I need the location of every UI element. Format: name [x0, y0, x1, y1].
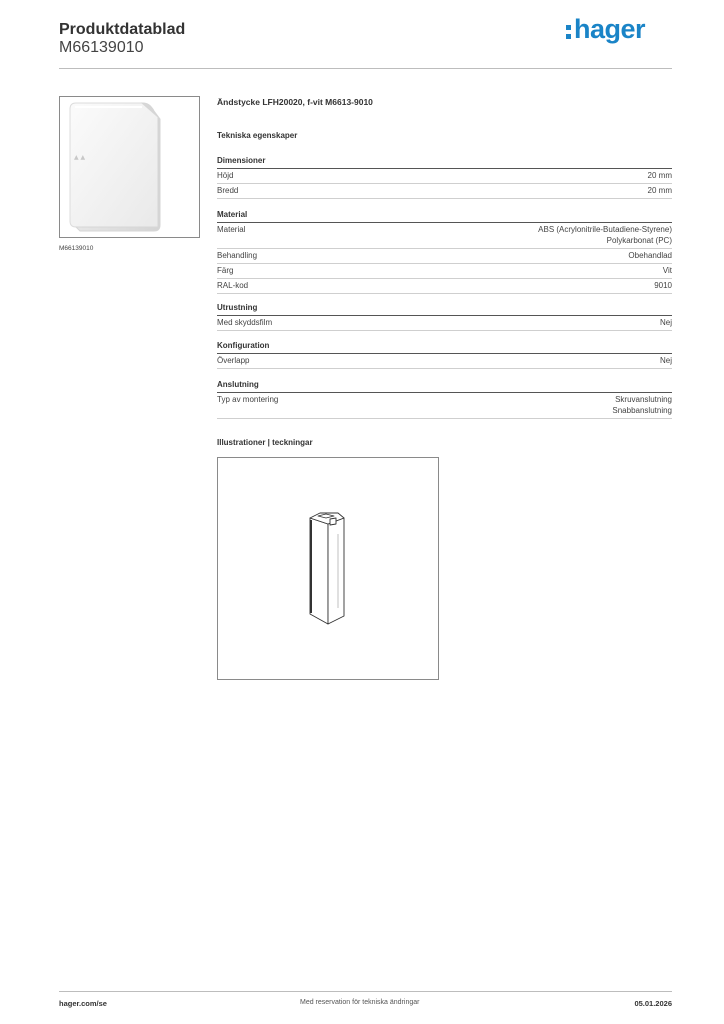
group-heading: Anslutning — [217, 380, 672, 393]
page-title: Produktdatablad — [59, 21, 186, 38]
technical-drawing-image — [218, 458, 438, 679]
illustrations-heading: Illustrationer | teckningar — [217, 438, 313, 447]
spec-value: Obehandlad — [628, 251, 672, 260]
group-configuration — [217, 341, 672, 369]
footer-divider — [59, 991, 672, 992]
spec-value: 20 mm — [647, 171, 672, 180]
spec-row — [217, 169, 672, 184]
product-photo-image — [60, 97, 199, 237]
brand-logo[interactable] — [566, 14, 645, 45]
group-connection — [217, 380, 672, 419]
spec-value: ABS (Acrylonitrile-Butadiene-Styrene) Polykarbonat (PC) — [538, 225, 672, 245]
spec-row — [217, 279, 672, 294]
group-heading: Material — [217, 210, 672, 223]
logo-text: hager — [574, 14, 646, 44]
spec-value: 9010 — [654, 281, 672, 290]
spec-label: Behandling — [217, 251, 258, 260]
spec-row — [217, 249, 672, 264]
spec-label: Höjd — [217, 171, 234, 180]
spec-label: Överlapp — [217, 356, 250, 365]
footer-website-link[interactable]: hager.com/se — [59, 999, 107, 1008]
spec-value: Skruvanslutning Snabbanslutning — [612, 395, 672, 415]
spec-label: Färg — [217, 266, 234, 275]
product-code: M66139010 — [59, 39, 144, 56]
spec-value: Nej — [659, 356, 672, 365]
group-heading: Utrustning — [217, 303, 672, 316]
photo-caption: M66139010 — [59, 245, 94, 252]
logo-dots-icon — [566, 25, 571, 39]
product-photo — [59, 96, 200, 238]
technical-drawing — [217, 457, 439, 680]
footer-disclaimer: Med reservation för tekniska ändringar — [300, 999, 420, 1006]
spec-label: Typ av montering — [217, 395, 279, 404]
product-title: Ändstycke LFH20020, f-vit M6613-9010 — [217, 97, 373, 107]
group-material — [217, 210, 672, 294]
technical-properties-heading: Tekniska egenskaper — [217, 131, 298, 140]
svg-text:▲ ▲: ▲ ▲ — [74, 154, 86, 161]
spec-row — [217, 316, 672, 331]
spec-label: Material — [217, 225, 246, 234]
spec-label: Bredd — [217, 186, 239, 195]
group-equipment — [217, 303, 672, 331]
spec-row — [217, 184, 672, 199]
spec-row — [217, 393, 672, 419]
spec-value: Nej — [659, 318, 672, 327]
group-heading: Dimensioner — [217, 156, 672, 169]
footer-date: 05.01.2026 — [634, 999, 672, 1008]
spec-value: Vit — [662, 266, 672, 275]
spec-value: 20 mm — [647, 186, 672, 195]
spec-row — [217, 264, 672, 279]
spec-row — [217, 354, 672, 369]
group-dimensions — [217, 156, 672, 199]
spec-row — [217, 223, 672, 249]
spec-label: RAL-kod — [217, 281, 249, 290]
header-divider — [59, 68, 672, 69]
group-heading: Konfiguration — [217, 341, 672, 354]
spec-label: Med skyddsfilm — [217, 318, 273, 327]
